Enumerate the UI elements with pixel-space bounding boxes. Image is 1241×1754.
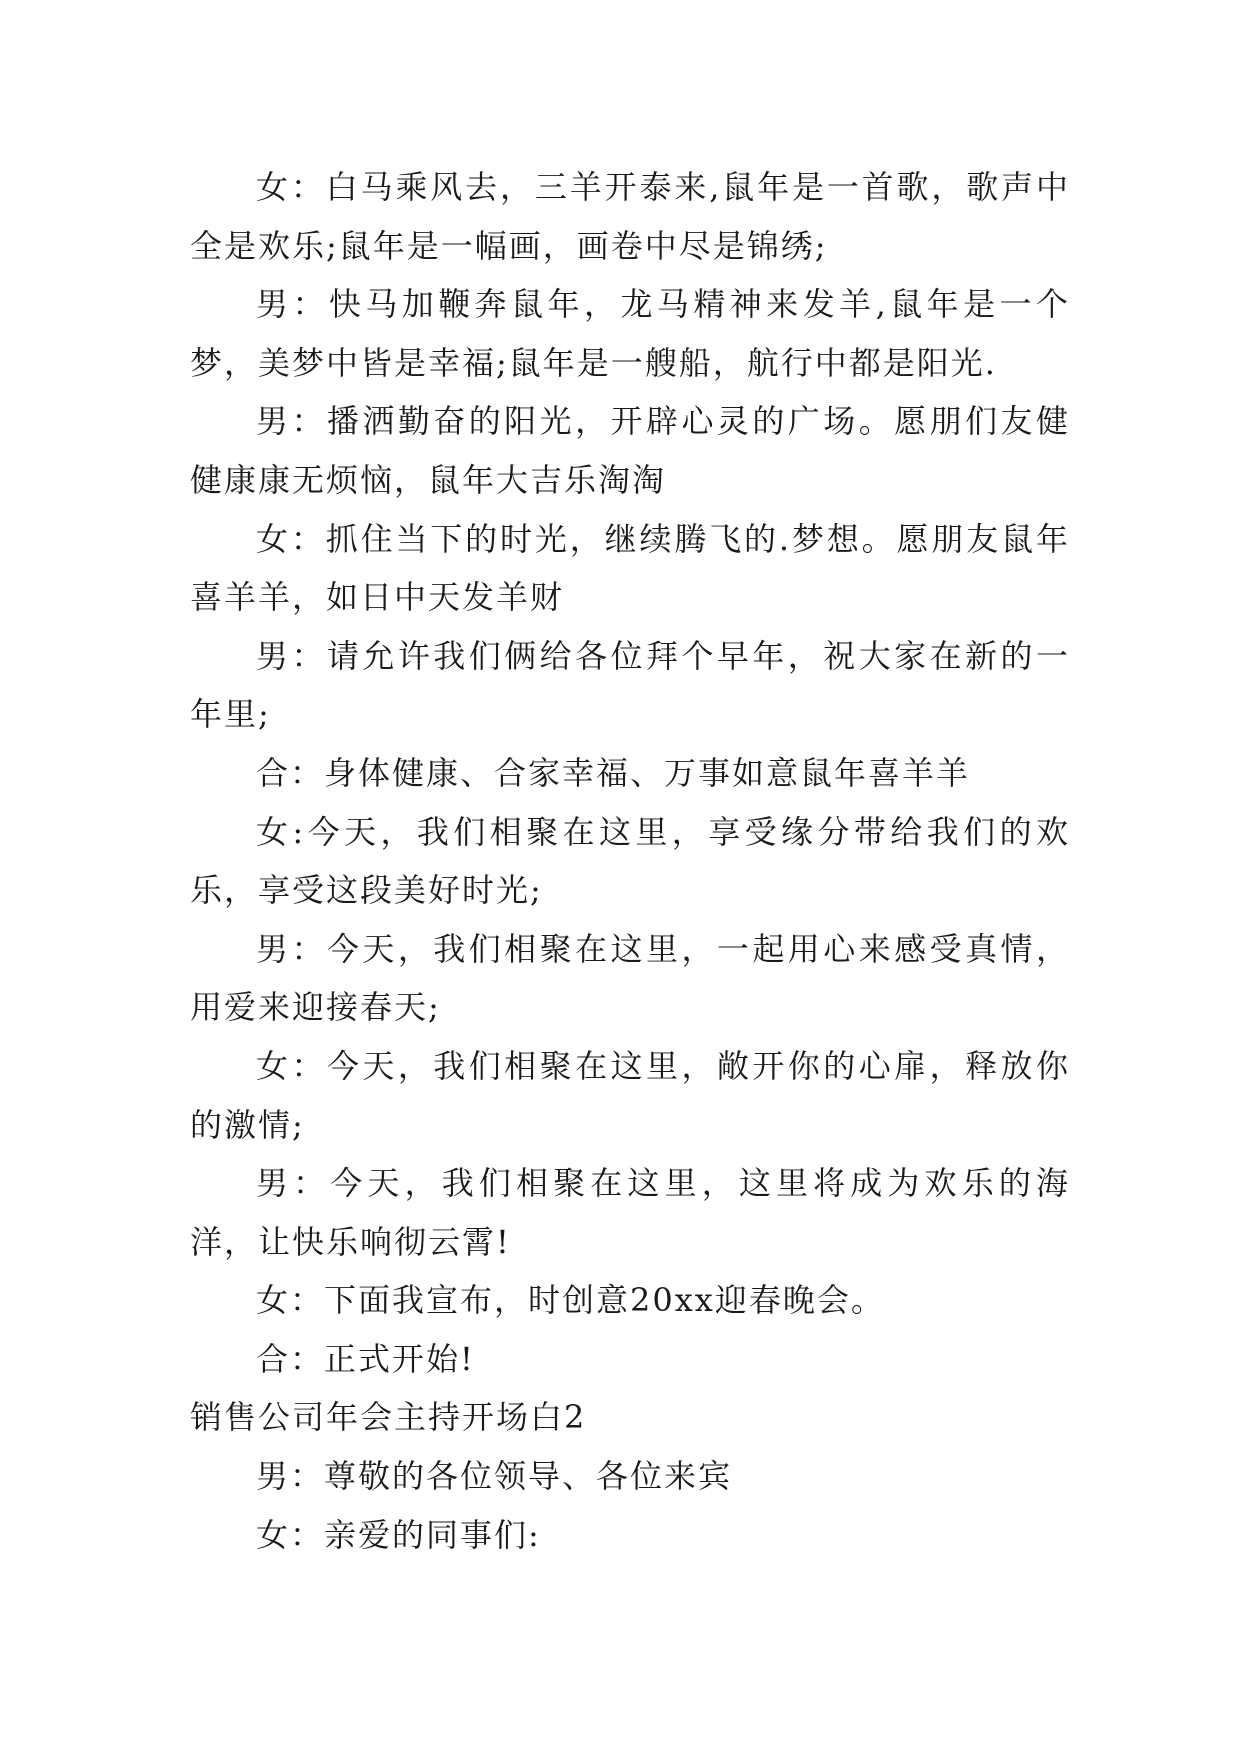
paragraph: 女：抓住当下的时光，继续腾飞的.梦想。愿朋友鼠年喜羊羊，如日中天发羊财 xyxy=(190,519,1070,617)
paragraph: 女：今天，我们相聚在这里，敞开你的心扉，释放你的激情; xyxy=(190,1046,1070,1144)
document-body xyxy=(190,158,1070,1564)
paragraph: 男：快马加鞭奔鼠年，龙马精神来发羊,鼠年是一个梦，美梦中皆是幸福;鼠年是一艘船，航行中都是阳光. xyxy=(190,285,1070,382)
paragraph: 女：亲爱的同事们: xyxy=(256,1515,541,1554)
section-heading: 销售公司年会主持开场白2 xyxy=(190,1398,587,1437)
paragraph: 男：请允许我们俩给各位拜个早年，祝大家在新的一年里; xyxy=(190,636,1070,734)
paragraph: 合：正式开始! xyxy=(256,1339,475,1378)
paragraph: 女：下面我宣布，时创意20xx迎春晚会。 xyxy=(256,1281,885,1320)
paragraph: 男：尊敬的各位领导、各位来宾 xyxy=(256,1457,733,1496)
paragraph: 男：播洒勤奋的阳光，开辟心灵的广场。愿朋们友健健康康无烦恼，鼠年大吉乐淘淘 xyxy=(190,402,1070,499)
paragraph: 男：今天，我们相聚在这里，一起用心来感受真情，用爱来迎接春天; xyxy=(190,929,1070,1027)
paragraph: 女:今天，我们相聚在这里，享受缘分带给我们的欢乐，享受这段美好时光; xyxy=(190,812,1070,910)
paragraph: 合：身体健康、合家幸福、万事如意鼠年喜羊羊 xyxy=(256,753,971,792)
paragraph: 女：白马乘风去，三羊开泰来,鼠年是一首歌，歌声中全是欢乐;鼠年是一幅画，画卷中尽是锦绣; xyxy=(190,168,1070,265)
paragraph: 男：今天，我们相聚在这里，这里将成为欢乐的海洋，让快乐响彻云霄! xyxy=(190,1164,1070,1261)
